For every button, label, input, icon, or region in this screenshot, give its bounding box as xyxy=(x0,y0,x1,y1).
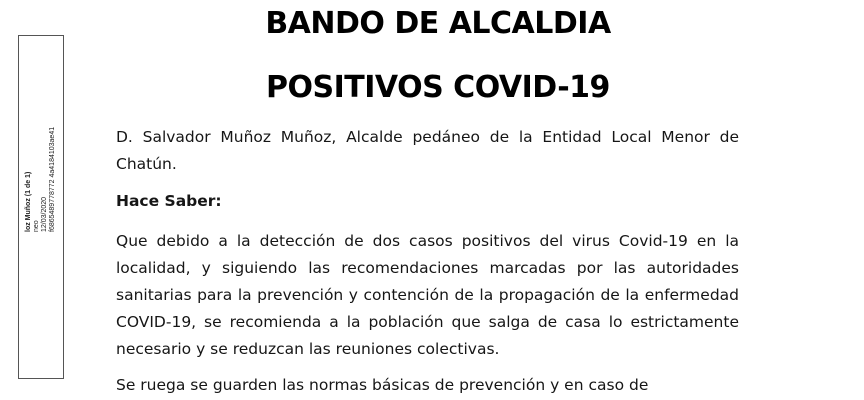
second-paragraph: Se ruega se guarden las normas básicas de prevención y en caso de xyxy=(116,376,649,394)
stamp-line-date: 12/03/2020 xyxy=(41,196,48,232)
hace-saber-heading: Hace Saber: xyxy=(116,192,222,210)
document-subtitle: POSITIVOS COVID-19 xyxy=(266,70,610,105)
intro-paragraph: D. Salvador Muñoz Muñoz, Alcalde pedáneo de la Entidad Local Menor de Chatún. xyxy=(116,128,739,173)
stamp-line-role: neo xyxy=(33,220,40,232)
stamp-line-hash: f6865489778772 4a4184103ae41 xyxy=(49,126,56,232)
signature-stamp-text xyxy=(25,127,57,232)
stamp-line-signer: loz Muñoz (1 de 1) xyxy=(25,171,32,232)
document-title: BANDO DE ALCALDIA xyxy=(265,6,611,41)
main-paragraph: Que debido a la detección de dos casos positivos del virus Covid-19 en la localidad, y siguiendo las recomendaciones marcadas por las autoridades sanitarias para la prevención y contención de la propagación de la enfermedad COVID-19, se recomienda a la población que salga de casa lo estrictamente necesario y se reduzcan las reuniones colectivas. xyxy=(116,232,739,358)
